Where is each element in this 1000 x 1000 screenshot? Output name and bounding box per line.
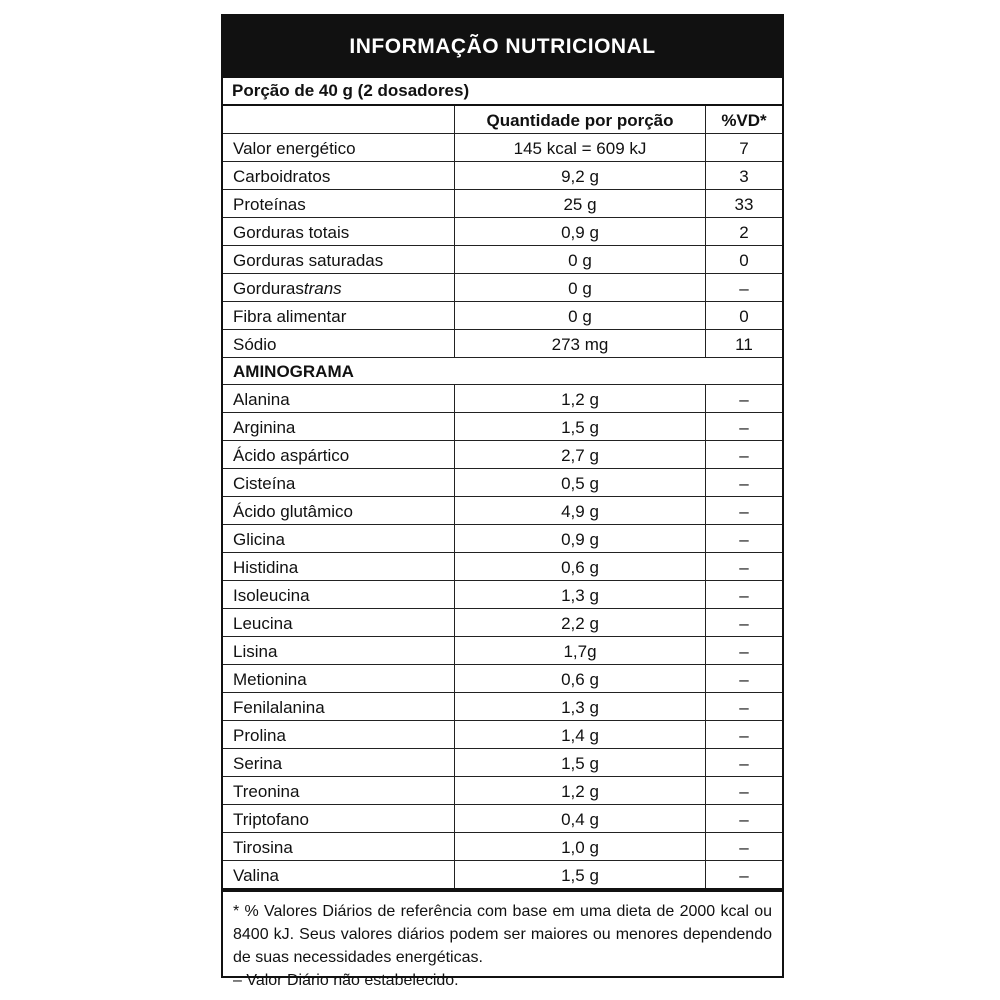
footnote-text: * % Valores Diários de referência com base em uma dieta de 2000 kcal ou 8400 kJ. Seus valores diários podem ser maiores ou menores dependendo de suas necessidades energéticas. — [233, 903, 772, 966]
amino-quantity: 1,5 g — [455, 749, 706, 776]
footnote-legend: – Valor Diário não estabelecido. — [233, 972, 459, 989]
amino-row — [223, 441, 782, 469]
nutrient-row — [223, 162, 782, 190]
amino-row — [223, 637, 782, 665]
amino-row — [223, 413, 782, 441]
aminogram-list — [223, 385, 782, 890]
amino-quantity: 1,5 g — [455, 861, 706, 888]
header-vd: %VD* — [721, 111, 767, 130]
amino-row — [223, 469, 782, 497]
amino-name: Fenilalanina — [223, 693, 455, 720]
nutrient-quantity: 0 g — [455, 302, 706, 329]
amino-row — [223, 385, 782, 413]
amino-name: Cisteína — [223, 469, 455, 496]
nutrient-row — [223, 134, 782, 162]
amino-vd: – — [739, 474, 749, 493]
nutrient-list — [223, 134, 782, 358]
nutrient-name-italic: trans — [303, 279, 342, 298]
amino-quantity: 1,4 g — [455, 721, 706, 748]
amino-row — [223, 749, 782, 777]
amino-name: Valina — [223, 861, 455, 888]
nutrient-name: Proteínas — [223, 190, 455, 217]
amino-vd: – — [739, 530, 749, 549]
nutrient-name: Gorduras saturadas — [223, 246, 455, 273]
amino-vd: – — [739, 670, 749, 689]
amino-row — [223, 693, 782, 721]
amino-name: Tirosina — [223, 833, 455, 860]
nutrient-quantity: 0 g — [455, 274, 706, 301]
amino-row — [223, 777, 782, 805]
amino-quantity: 1,2 g — [455, 777, 706, 804]
amino-quantity: 1,7g — [455, 637, 706, 664]
nutrient-name-prefix: Gorduras — [233, 279, 304, 298]
amino-vd: – — [739, 418, 749, 437]
nutrient-row — [223, 330, 782, 358]
nutrient-row — [223, 190, 782, 218]
amino-quantity: 4,9 g — [455, 497, 706, 524]
amino-vd: – — [739, 754, 749, 773]
nutrient-name: Valor energético — [223, 134, 455, 161]
amino-vd: – — [739, 390, 749, 409]
amino-quantity: 1,5 g — [455, 413, 706, 440]
header-blank — [223, 106, 455, 133]
nutrient-vd: 33 — [734, 195, 754, 214]
amino-vd: – — [739, 838, 749, 857]
amino-quantity: 0,6 g — [455, 665, 706, 692]
amino-row — [223, 833, 782, 861]
amino-row — [223, 721, 782, 749]
label-title: INFORMAÇÃO NUTRICIONAL — [223, 16, 782, 78]
amino-vd: – — [739, 446, 749, 465]
amino-name: Metionina — [223, 665, 455, 692]
amino-row — [223, 665, 782, 693]
amino-name: Serina — [223, 749, 455, 776]
amino-vd: – — [739, 782, 749, 801]
amino-name: Glicina — [223, 525, 455, 552]
nutrient-quantity: 0,9 g — [455, 218, 706, 245]
nutrient-name — [223, 274, 455, 301]
amino-vd: – — [739, 810, 749, 829]
nutrient-quantity: 9,2 g — [455, 162, 706, 189]
nutrient-quantity: 145 kcal = 609 kJ — [455, 134, 706, 161]
amino-row — [223, 581, 782, 609]
amino-name: Isoleucina — [223, 581, 455, 608]
nutrient-vd: – — [739, 279, 749, 298]
portion-size: Porção de 40 g (2 dosadores) — [223, 78, 782, 106]
amino-row — [223, 805, 782, 833]
amino-row — [223, 525, 782, 553]
nutrient-name: Sódio — [223, 330, 455, 357]
nutrient-name: Fibra alimentar — [223, 302, 455, 329]
amino-quantity: 1,2 g — [455, 385, 706, 412]
nutrient-name: Carboidratos — [223, 162, 455, 189]
nutrient-row — [223, 246, 782, 274]
amino-quantity: 1,3 g — [455, 581, 706, 608]
amino-vd: – — [739, 698, 749, 717]
amino-name: Alanina — [223, 385, 455, 412]
amino-row — [223, 497, 782, 525]
nutrition-label — [221, 14, 784, 989]
nutrient-vd: 0 — [739, 307, 749, 326]
amino-vd: – — [739, 866, 749, 885]
nutrient-quantity: 273 mg — [455, 330, 706, 357]
amino-name: Histidina — [223, 553, 455, 580]
amino-name: Ácido aspártico — [223, 441, 455, 468]
amino-vd: – — [739, 726, 749, 745]
amino-name: Triptofano — [223, 805, 455, 832]
nutrient-quantity: 0 g — [455, 246, 706, 273]
amino-vd: – — [739, 642, 749, 661]
amino-quantity: 0,6 g — [455, 553, 706, 580]
amino-vd: – — [739, 586, 749, 605]
amino-quantity: 1,0 g — [455, 833, 706, 860]
amino-quantity: 1,3 g — [455, 693, 706, 720]
nutrient-vd: 11 — [735, 335, 753, 354]
nutrient-row — [223, 218, 782, 246]
nutrient-vd: 3 — [739, 167, 749, 186]
amino-name: Leucina — [223, 609, 455, 636]
footnote — [223, 890, 782, 992]
nutrient-row — [223, 302, 782, 330]
aminogram-heading: AMINOGRAMA — [223, 358, 782, 385]
amino-quantity: 0,5 g — [455, 469, 706, 496]
amino-vd: – — [739, 558, 749, 577]
amino-quantity: 2,2 g — [455, 609, 706, 636]
header-quantity: Quantidade por porção — [455, 106, 706, 133]
amino-name: Treonina — [223, 777, 455, 804]
amino-quantity: 2,7 g — [455, 441, 706, 468]
nutrient-vd: 0 — [739, 251, 749, 270]
amino-row — [223, 609, 782, 637]
nutrient-quantity: 25 g — [455, 190, 706, 217]
amino-row — [223, 861, 782, 890]
amino-vd: – — [739, 502, 749, 521]
amino-vd: – — [739, 614, 749, 633]
nutrient-row — [223, 274, 782, 302]
amino-name: Prolina — [223, 721, 455, 748]
amino-name: Lisina — [223, 637, 455, 664]
amino-name: Ácido glutâmico — [223, 497, 455, 524]
amino-row — [223, 553, 782, 581]
table-header — [223, 106, 782, 134]
nutrient-vd: 7 — [739, 139, 749, 158]
amino-name: Arginina — [223, 413, 455, 440]
nutrient-name: Gorduras totais — [223, 218, 455, 245]
amino-quantity: 0,4 g — [455, 805, 706, 832]
amino-quantity: 0,9 g — [455, 525, 706, 552]
nutrient-vd: 2 — [739, 223, 749, 242]
